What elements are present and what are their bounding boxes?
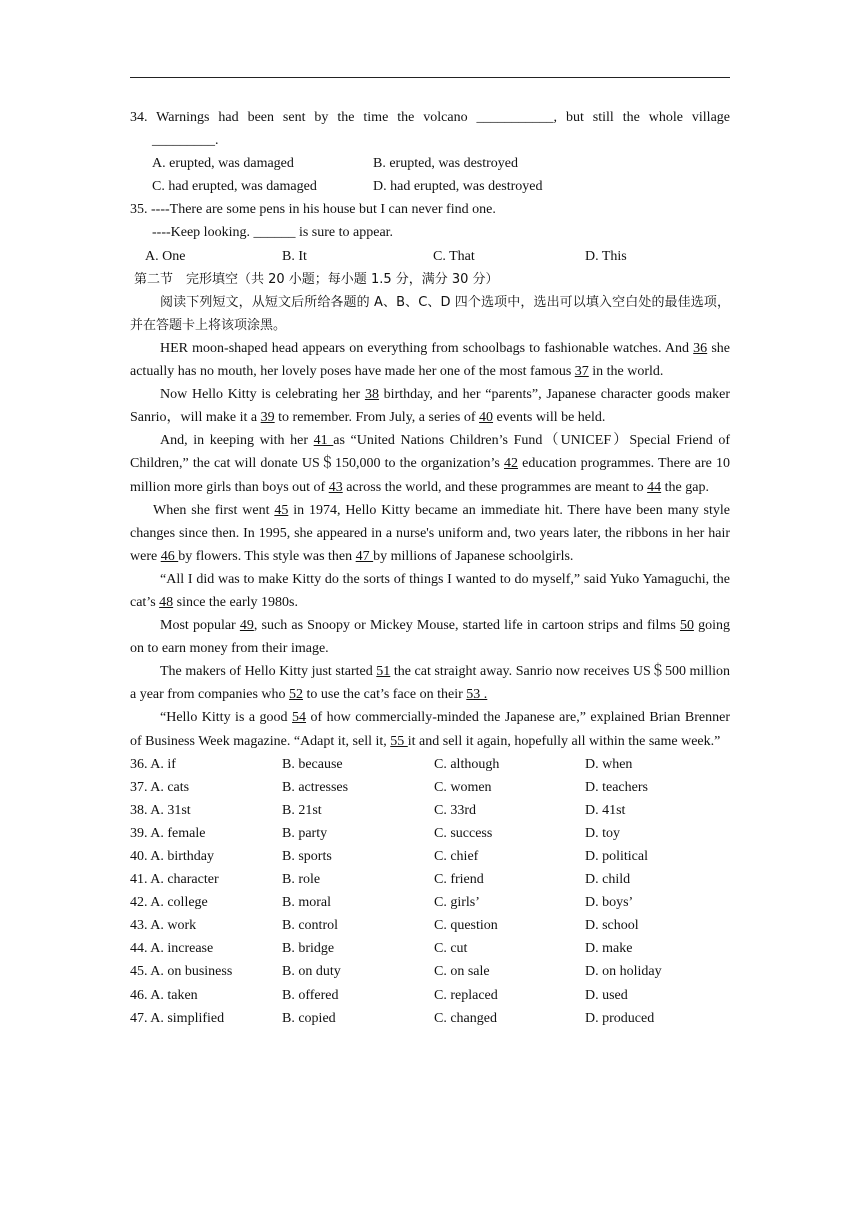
q34-stem: 34. Warnings had been sent by the time the volcano ___________, but still the whole village xyxy=(130,110,730,125)
passage-text: the gap. xyxy=(661,479,709,495)
option-cell: 36. A. if xyxy=(130,756,176,772)
option-row xyxy=(130,914,730,937)
passage-paragraph-8 xyxy=(130,706,730,752)
passage-paragraph-7 xyxy=(130,660,730,706)
blank-number: 46 xyxy=(160,548,179,564)
option-cell: 44. A. increase xyxy=(130,941,214,957)
passage-text: since the early 1980s. xyxy=(173,594,298,610)
option-row xyxy=(130,868,730,891)
section-heading: 第二节 完形填空（共 20 小题；每小题 1.5 分，满分 30 分） xyxy=(134,271,499,287)
passage-text: to use the cat’s face on their xyxy=(303,687,467,703)
option-cell: B. actresses xyxy=(282,779,349,795)
passage-text: of how commercially-minded the Japanese are,” explained Brian Brenner of Business Week magazine. “Adapt it, sell it, xyxy=(130,710,730,749)
q35-option-c: C. That xyxy=(433,248,475,264)
option-cell: 39. A. female xyxy=(130,825,206,841)
q34-option-b: B. erupted, was destroyed xyxy=(373,156,519,172)
option-cell: C. women xyxy=(434,779,492,795)
option-cell: C. although xyxy=(434,756,500,772)
passage-paragraph-1 xyxy=(130,337,730,383)
option-cell: C. cut xyxy=(434,941,468,957)
blank-number: 42 xyxy=(504,456,519,472)
q35-options xyxy=(130,245,730,268)
passage-text: going on to earn money from their image. xyxy=(130,618,730,657)
q35-option-b: B. It xyxy=(282,248,307,264)
option-cell: D. used xyxy=(585,987,628,1003)
passage-text: events will be held. xyxy=(493,410,606,426)
passage-text: as “United Nations Children’s Fund（UNICEF）Special Friend of Children,” the cat will donate US＄150,000 to the organization’s xyxy=(130,433,730,472)
option-cell: B. copied xyxy=(282,1010,336,1026)
passage-text: And, in keeping with her xyxy=(160,433,314,449)
blank-number: 45 xyxy=(274,502,289,518)
option-cell: 47. A. simplified xyxy=(130,1010,225,1026)
blank-number: 36 xyxy=(693,340,708,356)
option-cell: B. bridge xyxy=(282,941,335,957)
passage-text: in 1974, Hello Kitty became an immediate hit. There have been many style changes since then. In 1995, she appeared in a nurse's uniform and, two years later, the ribbons in her hair were xyxy=(130,502,730,564)
option-row xyxy=(130,1007,730,1030)
option-cell: B. role xyxy=(282,872,321,888)
option-cell: 43. A. work xyxy=(130,918,197,934)
passage-text: it and sell it again, hopefully all within the same week.” xyxy=(407,733,721,749)
passage-paragraph-5 xyxy=(130,568,730,614)
option-cell: C. replaced xyxy=(434,987,498,1003)
passage-text: across the world, and these programmes are meant to xyxy=(342,479,648,495)
option-cell: D. boys’ xyxy=(585,895,634,911)
blank-number: 44 xyxy=(647,479,662,495)
passage-text: education programmes. There are 10 million more girls than boys out of xyxy=(130,456,730,495)
option-cell: B. 21st xyxy=(282,802,322,818)
q34-options-row2 xyxy=(130,175,730,198)
passage-paragraph-6 xyxy=(130,614,730,660)
blank-number: 55 xyxy=(390,733,408,749)
option-cell: D. toy xyxy=(585,825,620,841)
option-cell: 46. A. taken xyxy=(130,987,198,1003)
option-cell: C. friend xyxy=(434,872,484,888)
option-cell: 37. A. cats xyxy=(130,779,190,795)
option-cell: D. make xyxy=(585,941,633,957)
passage-paragraph-4 xyxy=(130,499,730,568)
blank-number: 38 xyxy=(364,387,379,403)
q34-stem-cont: _________. xyxy=(152,133,219,149)
q34-option-c: C. had erupted, was damaged xyxy=(152,179,317,195)
blank-number: 37 xyxy=(574,364,589,380)
q34-option-d: D. had erupted, was destroyed xyxy=(373,179,543,195)
cloze-options-table xyxy=(130,753,730,1030)
option-cell: C. chief xyxy=(434,849,479,864)
passage-text: HER moon-shaped head appears on everything from schoolbags to fashionable watches. And xyxy=(160,340,694,356)
q35-option-d: D. This xyxy=(585,248,627,264)
option-cell: B. control xyxy=(282,918,338,934)
option-row xyxy=(130,937,730,960)
passage-text: by flowers. This style was then xyxy=(178,548,356,564)
option-cell: C. question xyxy=(434,918,498,934)
blank-number: 54 xyxy=(292,710,307,726)
q35-stem-cont: ----Keep looking. ______ is sure to appear. xyxy=(152,225,394,241)
option-cell: C. girls’ xyxy=(434,895,480,911)
passage-text: Most popular xyxy=(160,618,240,634)
blank-number: 47 xyxy=(355,548,374,564)
option-cell: D. produced xyxy=(585,1010,655,1026)
passage-text: to remember. From July, a series of xyxy=(274,410,480,426)
blank-number: 43 xyxy=(328,479,343,495)
passage-text: the cat straight away. Sanrio now receives US＄500 million a year from companies who xyxy=(130,664,730,703)
q34-options-row1 xyxy=(130,152,730,175)
passage-text: “All I did was to make Kitty do the sorts of things I wanted to do myself,” said Yuko Yamaguchi, the cat’s xyxy=(130,571,730,610)
passage-paragraph-2 xyxy=(130,383,730,429)
passage-text: by millions of Japanese schoolgirls. xyxy=(373,548,574,564)
passage-text: When she first went xyxy=(153,502,275,518)
blank-number: 41 xyxy=(313,433,334,449)
option-cell: C. changed xyxy=(434,1010,497,1026)
passage-text: , such as Snoopy or Mickey Mouse, started life in cartoon strips and films xyxy=(253,618,680,634)
option-cell: 42. A. college xyxy=(130,895,208,911)
option-cell: 45. A. on business xyxy=(130,964,233,980)
option-cell: 40. A. birthday xyxy=(130,849,214,864)
passage-text: The makers of Hello Kitty just started xyxy=(160,664,377,680)
header-rule xyxy=(130,77,730,78)
option-cell: D. child xyxy=(585,872,631,888)
option-cell: 41. A. character xyxy=(130,872,219,888)
option-cell: B. party xyxy=(282,825,328,841)
option-cell: D. on holiday xyxy=(585,964,662,980)
q34-option-a: A. erupted, was damaged xyxy=(152,156,294,172)
passage-paragraph-3 xyxy=(130,429,730,498)
q35-option-a: A. One xyxy=(145,248,186,264)
blank-number: 50 xyxy=(679,618,694,634)
option-cell: C. success xyxy=(434,825,493,841)
passage-text: birthday, and her “parents”, Japanese character goods maker Sanrio，will make it a xyxy=(130,387,730,426)
blank-number: 48 xyxy=(159,594,174,610)
option-cell: B. because xyxy=(282,756,343,772)
option-cell: D. when xyxy=(585,756,633,772)
blank-number: 51 xyxy=(376,664,391,680)
option-row xyxy=(130,799,730,822)
blank-number: 40 xyxy=(479,410,494,426)
section-instruction: 阅读下列短文，从短文后所给各题的 A、B、C、D 四个选项中，选出可以填入空白处的最佳选项，并在答题卡上将该项涂黑。 xyxy=(130,294,730,333)
blank-number: 53 . xyxy=(466,687,488,703)
option-cell: D. political xyxy=(585,849,648,864)
option-row xyxy=(130,776,730,799)
passage-text: “Hello Kitty is a good xyxy=(160,710,293,726)
option-row xyxy=(130,984,730,1007)
passage-text: Now Hello Kitty is celebrating her xyxy=(160,387,365,403)
option-row xyxy=(130,845,730,868)
option-row xyxy=(130,960,730,983)
option-cell: C. on sale xyxy=(434,964,490,980)
option-cell: D. 41st xyxy=(585,802,626,818)
option-cell: B. sports xyxy=(282,849,332,864)
passage-text: in the world. xyxy=(588,364,664,380)
option-cell: C. 33rd xyxy=(434,802,476,818)
option-cell: 38. A. 31st xyxy=(130,802,191,818)
option-cell: B. moral xyxy=(282,895,331,911)
option-row xyxy=(130,891,730,914)
blank-number: 49 xyxy=(239,618,254,634)
blank-number: 52 xyxy=(289,687,303,703)
q35-stem: 35. ----There are some pens in his house but I can never find one. xyxy=(130,202,496,218)
option-cell: B. offered xyxy=(282,987,339,1003)
option-cell: D. school xyxy=(585,918,639,934)
option-row xyxy=(130,753,730,776)
option-row xyxy=(130,822,730,845)
option-cell: D. teachers xyxy=(585,779,648,795)
blank-number: 39 xyxy=(260,410,275,426)
passage-text: she actually has no mouth, her lovely poses have made her one of the most famous xyxy=(130,340,730,380)
option-cell: B. on duty xyxy=(282,964,341,980)
exam-page xyxy=(130,106,730,1030)
